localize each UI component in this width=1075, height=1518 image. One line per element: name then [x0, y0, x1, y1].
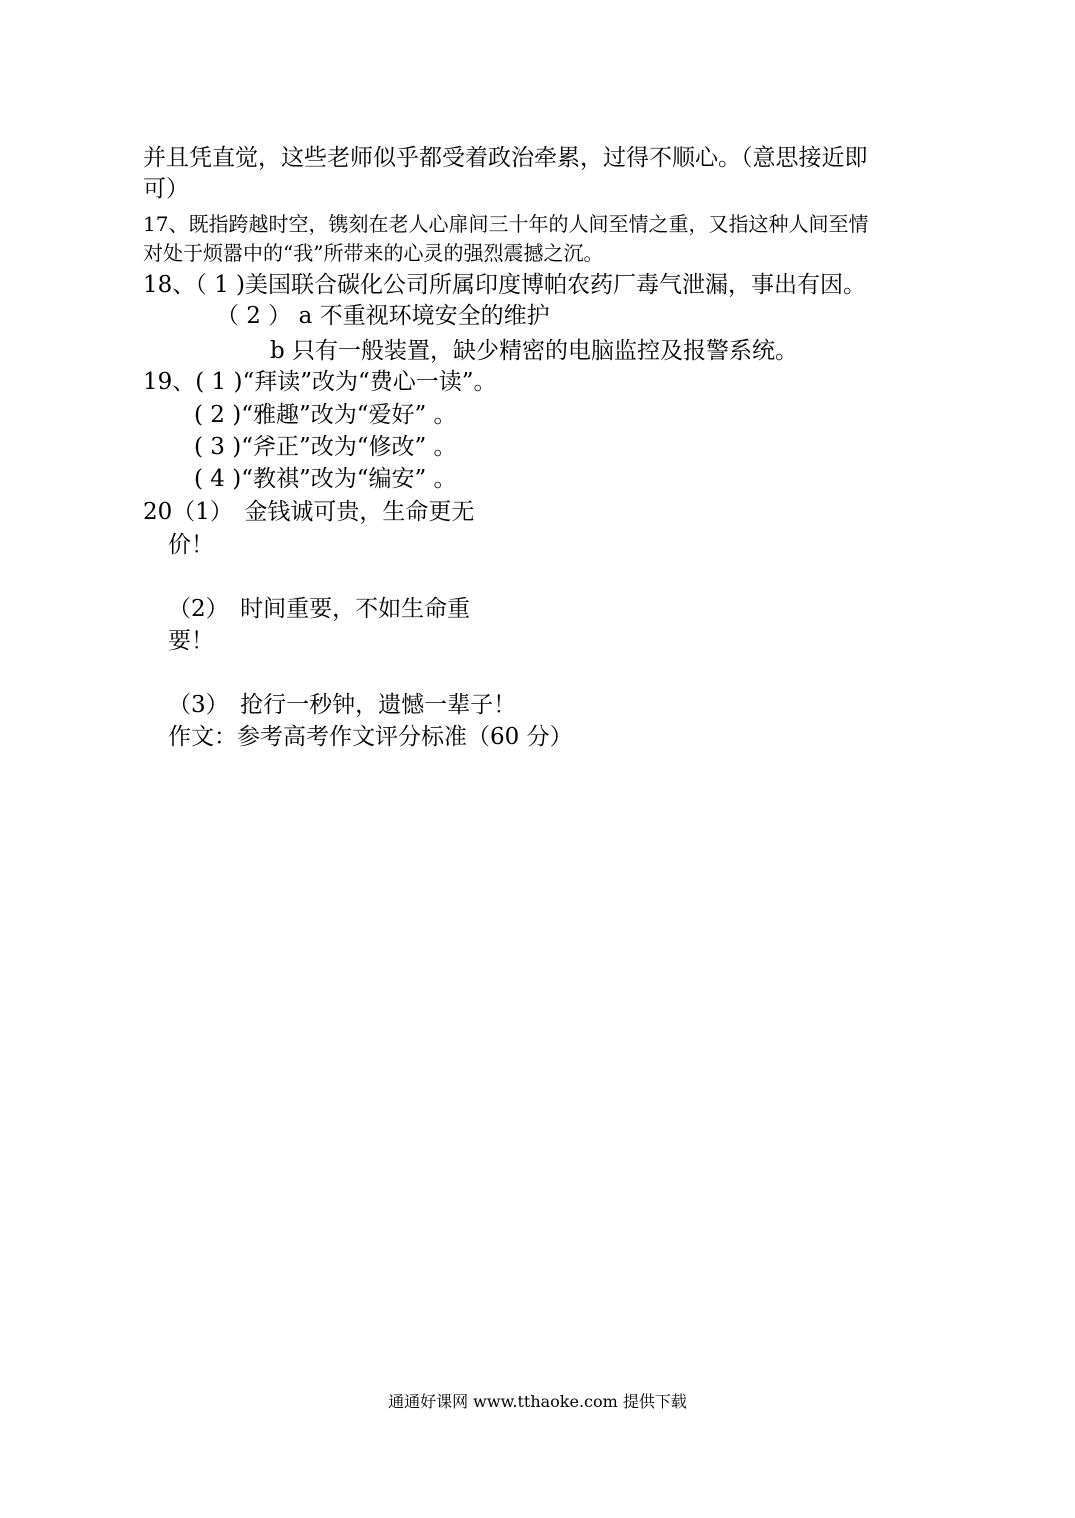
answer-19-item-3: ( 3 )“斧正”改为“修改” 。 — [194, 434, 457, 460]
answer-20-item-1-cont: 价！ — [168, 532, 214, 558]
answer-20-item-2-cont: 要！ — [168, 628, 214, 654]
answer-17-line-1: 17、既指跨越时空，镌刻在老人心扉间三十年的人间至情之重，又指这种人间至情 — [143, 212, 869, 236]
page-footer: 通通好课网 www.tthaoke.com 提供下载 — [388, 1392, 687, 1411]
answer-20-item-3: （3） 抢行一秒钟，遗憾一辈子！ — [168, 692, 517, 718]
answer-18-part-2b: b 只有一般装置，缺少精密的电脑监控及报警系统。 — [270, 338, 799, 364]
answer-16-line-2: 可） — [143, 176, 189, 202]
answer-17-line-2: 对处于烦嚣中的“我”所带来的心灵的强烈震撼之沉。 — [143, 241, 604, 265]
answer-20-item-1: 20（1） 金钱诚可贵，生命更无 — [143, 499, 475, 525]
answer-19-item-4: ( 4 )“教祺”改为“编安” 。 — [194, 466, 457, 492]
answer-20-item-2: （2） 时间重要，不如生命重 — [168, 596, 471, 622]
essay-scoring-note: 作文：参考高考作文评分标准（60 分） — [168, 724, 573, 750]
answer-19-item-2: ( 2 )“雅趣”改为“爱好” 。 — [194, 402, 457, 428]
answer-18-part-2a: （ 2 ） a 不重视环境安全的维护 — [216, 303, 550, 329]
answer-18-part-1: 18、（ 1 )美国联合碳化公司所属印度博帕农药厂毒气泄漏，事出有因。 — [143, 272, 866, 298]
answer-19-item-1: 19、( 1 )“拜读”改为“费心一读”。 — [143, 369, 497, 395]
answer-16-line-1: 并且凭直觉，这些老师似乎都受着政治牵累，过得不顺心。（意思接近即 — [143, 145, 868, 171]
